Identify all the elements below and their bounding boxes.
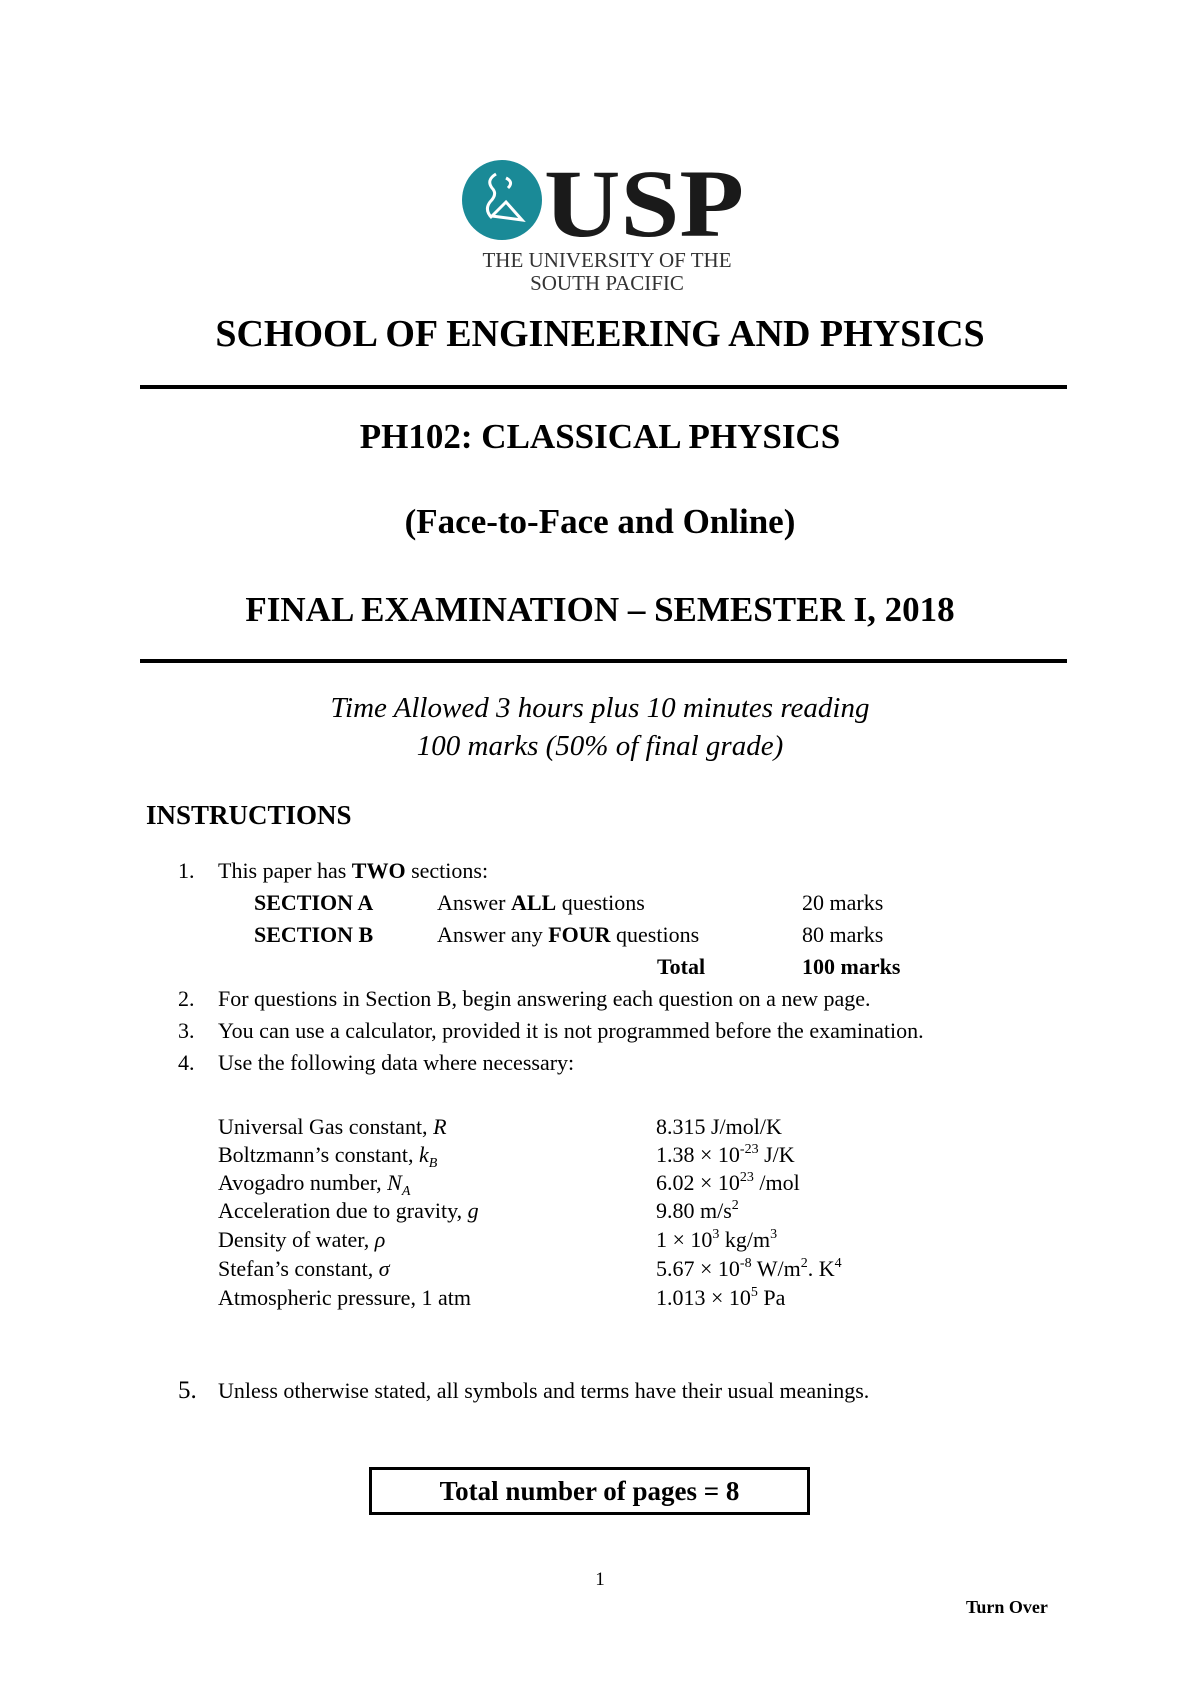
marks-line: 100 marks (50% of final grade) [416,730,784,762]
usp-logo [462,160,752,295]
constant-row: Atmospheric pressure, 1 atm $1.013 \times 10^5$ Pa [218,1285,786,1310]
total-marks: 100 marks [802,954,901,979]
constant-row: Density of water, ρ $1 \times 10^3$ $kg/m^3$ [218,1227,778,1252]
constant-row: Stefan’s constant, σ $5.67 \times 10^{-8}$ $W/m^2$. $K^4$ [218,1256,842,1281]
instructions-heading: INSTRUCTIONS [146,800,352,830]
instruction-item-2: 2. For questions in Section B, begin answering each question on a new page. [178,986,871,1011]
section-name: SECTION A [254,890,374,915]
instruction-item-3: 3. You can use a calculator, provided it is not programmed before the examination. [178,1018,924,1043]
total-row [0,954,1200,982]
section-a-row: SECTION A Answer ALL questions 20 marks [254,890,884,915]
page-number: 1 [595,1569,605,1590]
logo-line-1: THE UNIVERSITY OF THE [482,248,732,272]
section-marks: 80 marks [802,922,884,947]
instruction-item-4: 4. Use the following data where necessary: [178,1050,575,1075]
section-marks: 20 marks [802,890,884,915]
total-pages-box: Total number of pages = 8 [369,1467,810,1515]
total-label: Total [657,954,706,979]
turn-over-label: Turn Over [966,1597,1048,1617]
section-name: SECTION B [254,922,374,947]
constant-row: Acceleration due to gravity, g 9.80 $m/s^2$ [218,1198,739,1223]
divider [140,385,1067,389]
school-title: SCHOOL OF ENGINEERING AND PHYSICS [215,313,985,355]
time-allowed: Time Allowed 3 hours plus 10 minutes reading [330,692,870,724]
constant-row: Boltzmann’s constant, $k_B$ $1.38 \times 10^{-23}$ J/K [218,1142,795,1171]
divider [140,659,1067,663]
constant-row: Avogadro number, $N_A$ $6.02 \times 10^{23}$ /mol [218,1170,800,1199]
delivery-mode: (Face-to-Face and Online) [404,502,796,541]
instruction-item-1: 1. This paper has TWO sections: [178,858,489,883]
logo-wordmark: USP [544,160,744,257]
instruction-item-5: 5. Unless otherwise stated, all symbols and terms have their usual meanings. [178,1377,870,1404]
usp-emblem-icon [462,160,542,240]
constant-row: Universal Gas constant, R 8.315 J/mol/K [218,1114,782,1139]
logo-line-2: SOUTH PACIFIC [530,271,684,295]
course-title: PH102: CLASSICAL PHYSICS [359,417,841,456]
item-number: 1. [178,858,195,883]
section-b-row: SECTION B Answer any FOUR questions 80 marks [254,922,884,947]
exam-title: FINAL EXAMINATION – SEMESTER I, 2018 [245,590,955,629]
